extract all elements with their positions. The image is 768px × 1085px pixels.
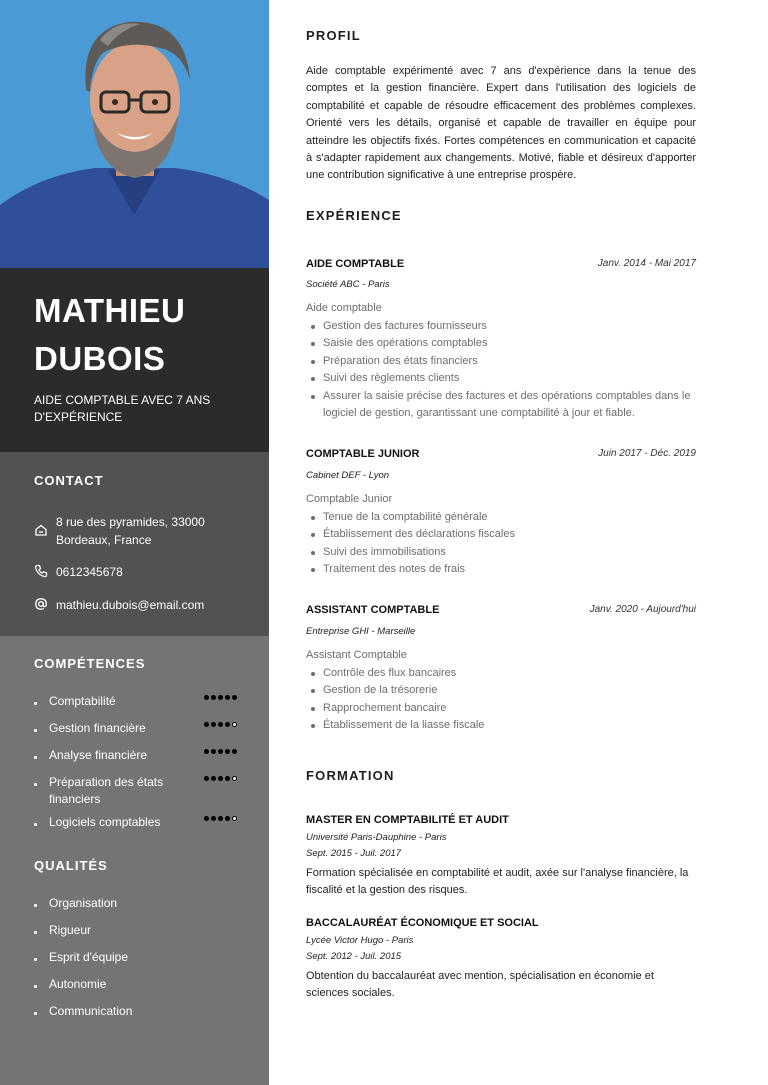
education-dates: Sept. 2012 - Juil. 2015 (306, 951, 402, 962)
rating-dot-filled (232, 749, 237, 754)
job-duties (306, 509, 696, 579)
skill-rating (204, 722, 254, 730)
list-item: Établissement des déclarations fiscales (306, 526, 696, 543)
email-text[interactable]: mathieu.dubois@email.com (56, 598, 205, 612)
education-title: BACCALAURÉAT ÉCONOMIQUE ET SOCIAL (306, 917, 539, 929)
education-title: MASTER EN COMPTABILITÉ ET AUDIT (306, 814, 509, 826)
rating-dot-filled (218, 722, 223, 727)
education-dates: Sept. 2015 - Juil. 2017 (306, 848, 402, 859)
job-role: Aide comptable (306, 302, 382, 314)
skill-label: Analyse financière (49, 748, 148, 762)
job-dates: Janv. 2020 - Aujourd'hui (589, 604, 696, 615)
rating-dot-filled (204, 816, 209, 821)
job-company: Entreprise GHI - Marseille (306, 626, 416, 637)
skill-label: Gestion financière (49, 721, 146, 735)
rating-dot-empty (232, 776, 237, 781)
quality-label: Esprit d'équipe (49, 950, 129, 964)
list-item: Tenue de la comptabilité générale (306, 509, 696, 526)
rating-dot-filled (225, 695, 230, 700)
contact-heading: CONTACT (34, 473, 104, 488)
job-title: AIDE COMPTABLE AVEC 7 ANS D'EXPÉRIENCE (34, 393, 211, 424)
quality-label: Communication (49, 1004, 133, 1018)
skills-heading: COMPÉTENCES (34, 656, 146, 671)
skill-rating (204, 749, 254, 757)
rating-dot-filled (232, 695, 237, 700)
job-dates: Janv. 2014 - Mai 2017 (597, 258, 696, 269)
rating-dot-filled (218, 695, 223, 700)
at-sign-icon (34, 597, 48, 611)
bullet-dot (34, 985, 37, 988)
job-company: Cabinet DEF - Lyon (306, 470, 390, 481)
rating-dot-filled (225, 816, 230, 821)
list-item: Suivi des immobilisations (306, 544, 696, 561)
rating-dot-filled (225, 749, 230, 754)
bullet-dot (34, 823, 37, 826)
rating-dot-filled (225, 776, 230, 781)
bullet-dot (34, 1012, 37, 1015)
list-item: Rapprochement bancaire (306, 700, 696, 717)
profile-text: Aide comptable expérimenté avec 7 ans d'expérience dans la tenue des comptes et la gestion financière. Expert dans l'utilisation des logiciels de comptabilité et capable de résoudre efficacement des problèmes complexes. Orienté vers les détails, organisé et capable de travailler en équipe pour atteindre les objectifs fixés. Fortes compétences en communication et capacité à s'adapter rapidement aux changements. Motivé, fiable et désireux d'apporter une contribution significative à une entreprise prospère. (306, 65, 696, 182)
list-item: Contrôle des flux bancaires (306, 665, 696, 682)
job-duties (306, 665, 696, 735)
qualities-heading: QUALITÉS (34, 858, 108, 873)
skill-rating (204, 695, 254, 703)
list-item: Traitement des notes de frais (306, 561, 696, 578)
job-dates: Juin 2017 - Déc. 2019 (598, 448, 696, 459)
rating-dot-filled (211, 816, 216, 821)
bullet-dot (34, 931, 37, 934)
job-title: COMPTABLE JUNIOR (306, 448, 420, 460)
skill-label: Comptabilité (49, 694, 116, 708)
job-title: AIDE COMPTABLE (306, 258, 405, 270)
rating-dot-empty (232, 816, 237, 821)
bullet-dot (34, 729, 37, 732)
rating-dot-filled (204, 722, 209, 727)
job-entry-header (306, 448, 696, 460)
job-company: Société ABC - Paris (306, 279, 390, 290)
rating-dot-filled (211, 749, 216, 754)
education-heading: FORMATION (306, 768, 395, 783)
list-item: Établissement de la liasse fiscale (306, 717, 696, 734)
quality-label: Autonomie (49, 977, 107, 991)
job-role: Comptable Junior (306, 493, 393, 505)
profile-heading: PROFIL (306, 28, 361, 43)
contact-section (0, 452, 269, 636)
bullet-dot (34, 756, 37, 759)
rating-dot-filled (218, 816, 223, 821)
job-entry-header (306, 258, 696, 270)
rating-dot-filled (204, 776, 209, 781)
skill-label: Préparation des états financiers (49, 775, 164, 806)
bullet-dot (34, 702, 37, 705)
job-title: ASSISTANT COMPTABLE (306, 604, 440, 616)
job-role: Assistant Comptable (306, 649, 407, 661)
skill-rating (204, 776, 254, 784)
quality-label: Organisation (49, 896, 118, 910)
list-item: Préparation des états financiers (306, 353, 696, 370)
education-description: Obtention du baccalauréat avec mention, spécialisation en économie et sciences sociales. (306, 970, 654, 1000)
rating-dot-filled (211, 722, 216, 727)
name-block (0, 268, 269, 452)
home-icon (34, 523, 48, 537)
quality-label: Rigueur (49, 923, 92, 937)
education-school: Université Paris-Dauphine - Paris (306, 832, 447, 843)
rating-dot-filled (218, 749, 223, 754)
education-description: Formation spécialisée en comptabilité et audit, axée sur l'analyse financière, la fiscalité et la gestion des risques. (306, 867, 689, 897)
rating-dot-filled (211, 695, 216, 700)
bullet-dot (34, 783, 37, 786)
experience-heading: EXPÉRIENCE (306, 208, 402, 223)
rating-dot-filled (218, 776, 223, 781)
rating-dot-empty (232, 722, 237, 727)
list-item: Suivi des règlements clients (306, 370, 696, 387)
phone-text[interactable]: 0612345678 (56, 565, 123, 579)
rating-dot-filled (211, 776, 216, 781)
skill-label: Logiciels comptables (49, 815, 161, 829)
job-duties (306, 318, 696, 422)
rating-dot-filled (204, 695, 209, 700)
list-item: Saisie des opérations comptables (306, 335, 696, 352)
rating-dot-filled (204, 749, 209, 754)
first-name: MATHIEU (34, 292, 186, 329)
bullet-dot (34, 958, 37, 961)
rating-dot-filled (225, 722, 230, 727)
sidebar (0, 0, 269, 1085)
skill-rating (204, 816, 254, 824)
list-item: Assurer la saisie précise des factures et des opérations comptables dans le logiciel de gestion, garantissant une comptabilité à jour et fiable. (306, 388, 696, 423)
list-item: Gestion des factures fournisseurs (306, 318, 696, 335)
education-school: Lycée Victor Hugo - Paris (306, 935, 414, 946)
profile-photo (0, 0, 269, 268)
phone-icon (34, 564, 48, 578)
bullet-dot (34, 904, 37, 907)
list-item: Gestion de la trésorerie (306, 682, 696, 699)
job-entry-header (306, 604, 696, 616)
address-text: 8 rue des pyramides, 33000 Bordeaux, France (56, 515, 205, 547)
last-name: DUBOIS (34, 340, 166, 377)
